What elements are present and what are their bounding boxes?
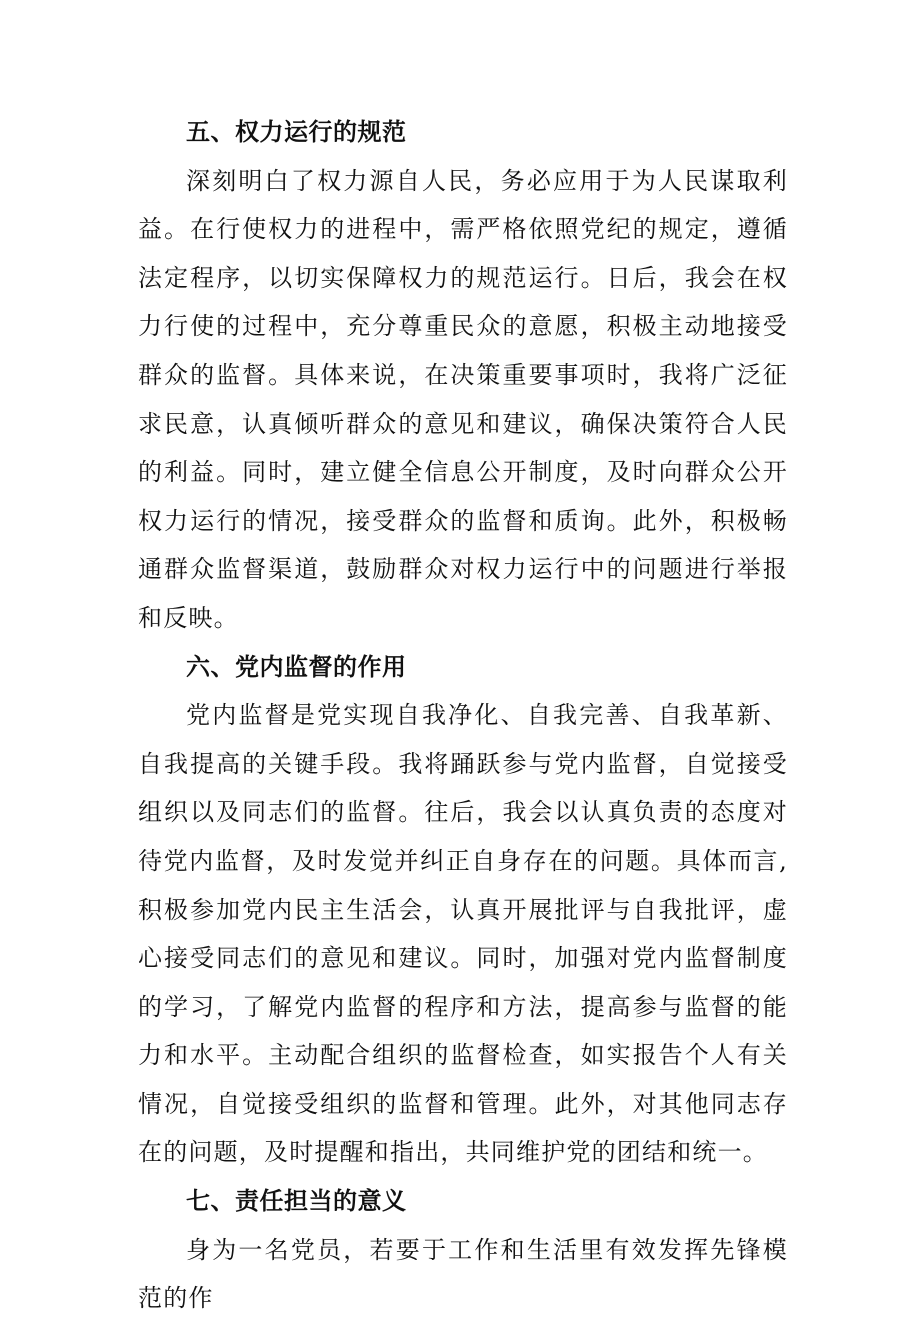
section-heading-7: 七、责任担当的意义 [186, 1187, 407, 1216]
document-body [138, 108, 788, 1323]
section-heading-6: 六、党内监督的作用 [186, 652, 407, 681]
section-paragraph-5: 深刻明白了权力源自人民，务必应用于为人民谋取利益。在行使权力的进程中，需严格依照党纪的规定，遵循法定程序，以切实保障权力的规范运行。日后，我会在权力行使的过程中，充分尊重民众的意愿，积极主动地接受群众的监督。具体来说，在决策重要事项时，我将广泛征求民意，认真倾听群众的意见和建议，确保决策符合人民的利益。同时，建立健全信息公开制度，及时向群众公开权力运行的情况，接受群众的监督和质询。此外，积极畅通群众监督渠道，鼓励群众对权力运行中的问题进行举报和反映。 [138, 166, 788, 632]
section-heading-5: 五、权力运行的规范 [186, 118, 407, 146]
section-paragraph-7: 身为一名党员，若要于工作和生活里有效发挥先锋模范的作 [138, 1235, 788, 1313]
section-paragraph-6: 党内监督是党实现自我净化、自我完善、自我革新、自我提高的关键手段。我将踊跃参与党内监督，自觉接受组织以及同志们的监督。往后，我会以认真负责的态度对待党内监督，及时发觉并纠正自身存在的问题。具体而言,积极参加党内民主生活会，认真开展批评与自我批评，虚心接受同志们的意见和建议。同时，加强对党内监督制度的学习，了解党内监督的程序和方法，提高参与监督的能力和水平。主动配合组织的监督检查，如实报告个人有关情况，自觉接受组织的监督和管理。此外，对其他同志存在的问题，及时提醒和指出，共同维护党的团结和统一。 [138, 701, 788, 1167]
